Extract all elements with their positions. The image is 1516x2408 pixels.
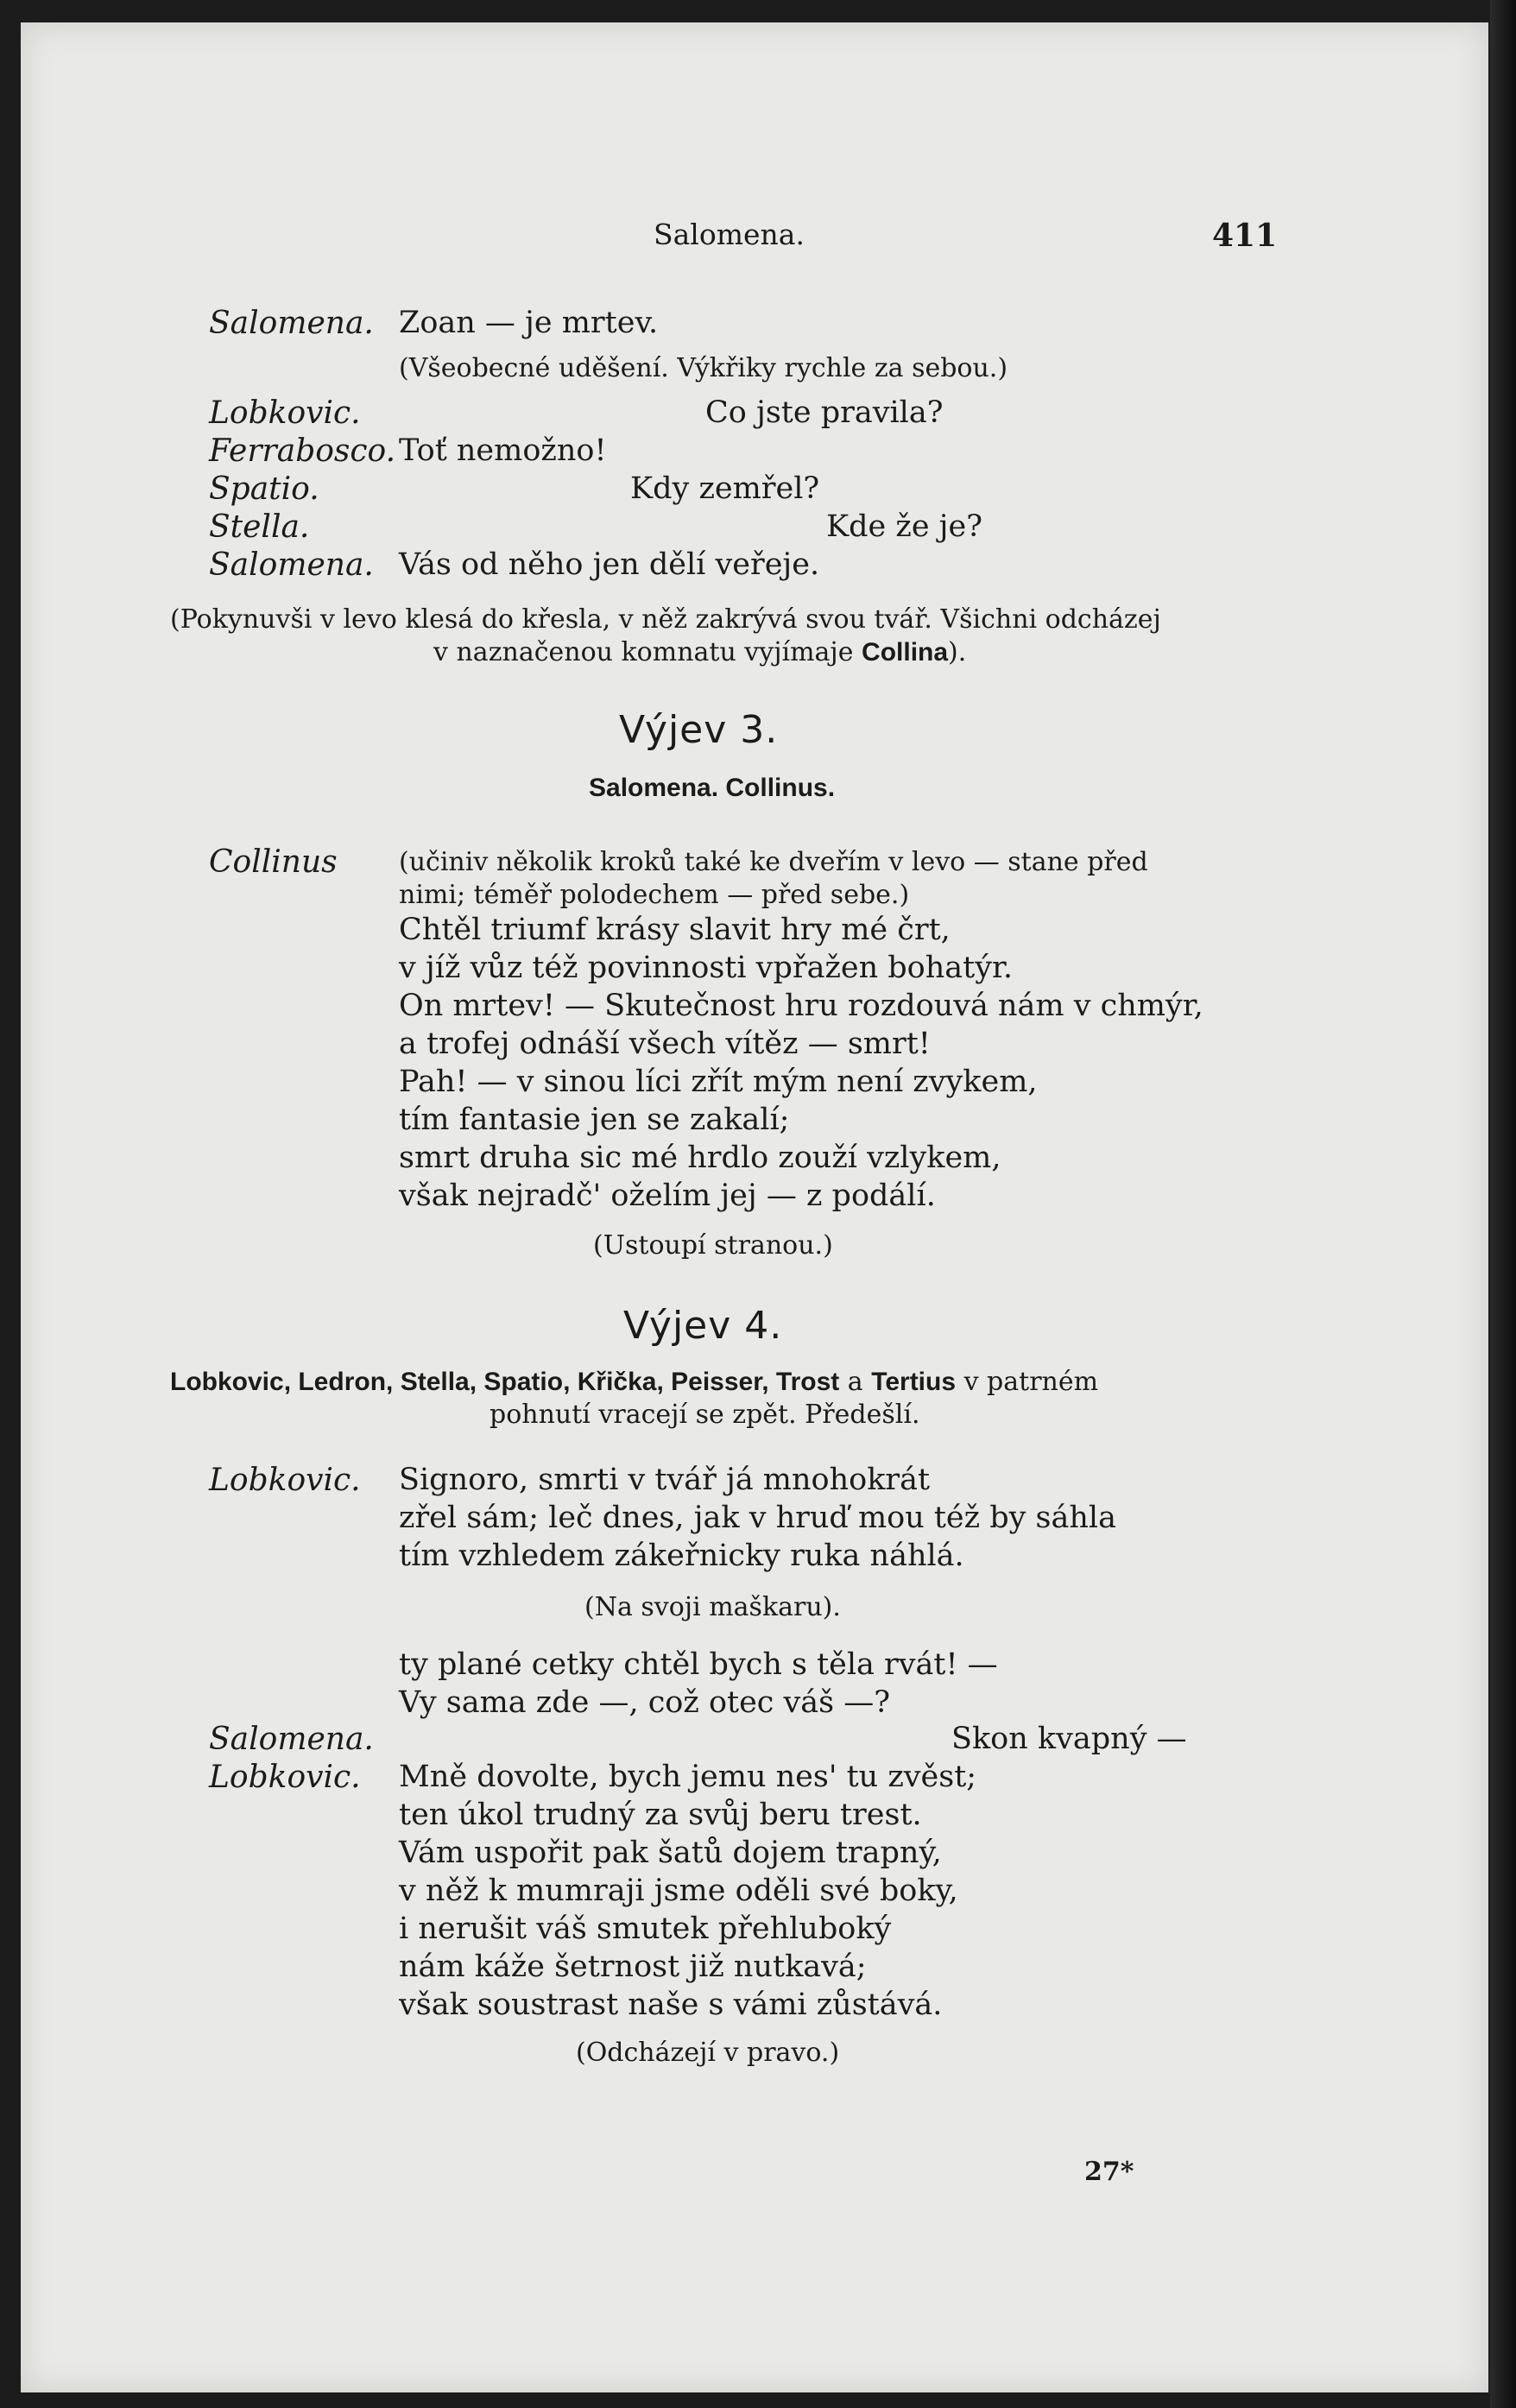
verse-line: Vy sama zde —, což otec váš —? [399,1685,891,1720]
verse-line: Skon kvapný — [951,1722,1187,1756]
stage-direction: (Odcházejí v pravo.) [576,2038,840,2068]
verse-line: tím vzhledem zákeřnicky ruka náhlá. [399,1539,964,1573]
scene-cast [170,1367,1098,1397]
speaker-salomena: Salomena. [209,1722,374,1757]
running-title: Salomena. [654,218,805,251]
verse-line: On mrtev! — Skutečnost hru rozdouvá nám v chmýr, [399,989,1203,1023]
verse-line: Toť nemožno! [399,433,607,468]
page-number: 411 [1212,218,1278,254]
verse-line: tím fantasie jen se zakalí; [399,1103,790,1137]
verse-line: Mně dovolte, bych jemu nes' tu zvěst; [399,1760,977,1794]
speaker-salomena: Salomena. [209,306,374,341]
verse-line: v něž k mumraji jsme oděli své boky, [399,1874,958,1908]
verse-line: Kdy zemřel? [630,471,820,506]
verse-line: ty plané cetky chtěl bych s těla rvát! — [399,1647,998,1682]
cast-names: Lobkovic, Ledron, Stella, Spatio, Křička, Peisser, Trost [170,1368,840,1396]
stage-direction: nimi; téměř polodechem — před sebe.) [399,880,910,910]
speaker-stella: Stella. [209,509,310,545]
speaker-salomena: Salomena. [209,547,374,583]
speaker-lobkovic: Lobkovic. [209,395,361,431]
cast-conjunction: a [839,1367,872,1397]
verse-line: Chtěl triumf krásy slavit hry mé črt, [399,913,951,947]
verse-line: Vás od něho jen dělí veřeje. [399,547,820,582]
verse-line: ten úkol trudný za svůj beru trest. [399,1798,922,1832]
signature-mark: 27* [1084,2157,1134,2187]
verse-line: Signoro, smrti v tvář já mnohokrát [399,1463,931,1497]
verse-line: i nerušit váš smutek přehluboký [399,1912,892,1946]
verse-line: Vám uspořit pak šatů dojem trapný, [399,1836,942,1870]
verse-line: Pah! — v sinou líci zřít mým není zvykem, [399,1065,1038,1099]
stage-direction [433,637,966,667]
verse-line: a trofej odnáší všech vítěz — smrt! [399,1027,931,1061]
verse-line: Kde že je? [826,509,982,544]
stage-direction: (Všeobecné uděšení. Výkřiky rychle za sebou.) [399,353,1008,383]
verse-line: však soustrast naše s vámi zůstává. [399,1988,943,2022]
verse-line: v jíž vůz též povinnosti vpřažen bohatýr. [399,951,1014,985]
speaker-lobkovic: Lobkovic. [209,1463,361,1498]
scene-cast-continued: pohnutí vracejí se zpět. Předešlí. [490,1400,920,1430]
verse-line: Zoan — je mrtev. [399,306,659,340]
direction-text: ). [948,637,967,667]
book-spine-shadow [1490,0,1516,2408]
scene-title: Výjev 3. [619,708,779,752]
speaker-lobkovic: Lobkovic. [209,1760,361,1795]
book-page [21,22,1488,2392]
verse-line: zřel sám; leč dnes, jak v hruď mou též by sáhla [399,1501,1116,1535]
verse-line: však nejradč' oželím jej — z podálí. [399,1179,936,1213]
stage-direction: (učiniv několik kroků také ke dveřím v levo — stane před [399,847,1148,877]
cast-text: v patrném [956,1367,1099,1397]
cast-names: Tertius [871,1368,957,1396]
verse-line: smrt druha sic mé hrdlo zouží vzlykem, [399,1141,1001,1175]
scene-cast: Salomena. Collinus. [589,774,836,802]
scene-title: Výjev 4. [623,1304,783,1348]
speaker-ferrabosco: Ferrabosco. [209,433,396,469]
speaker-spatio: Spatio. [209,471,319,507]
character-name: Collina [862,638,949,667]
stage-direction: (Ustoupí stranou.) [593,1230,833,1261]
verse-line: nám káže šetrnost již nutkavá; [399,1950,867,1984]
stage-direction: (Pokynuvši v levo klesá do křesla, v něž zakrývá svou tvář. Všichni odcházej [170,604,1161,635]
direction-text: v naznačenou komnatu vyjímaje [433,637,862,667]
verse-line: Co jste pravila? [705,395,944,430]
stage-direction: (Na svoji maškaru). [584,1592,841,1622]
speaker-collinus: Collinus [209,844,338,880]
